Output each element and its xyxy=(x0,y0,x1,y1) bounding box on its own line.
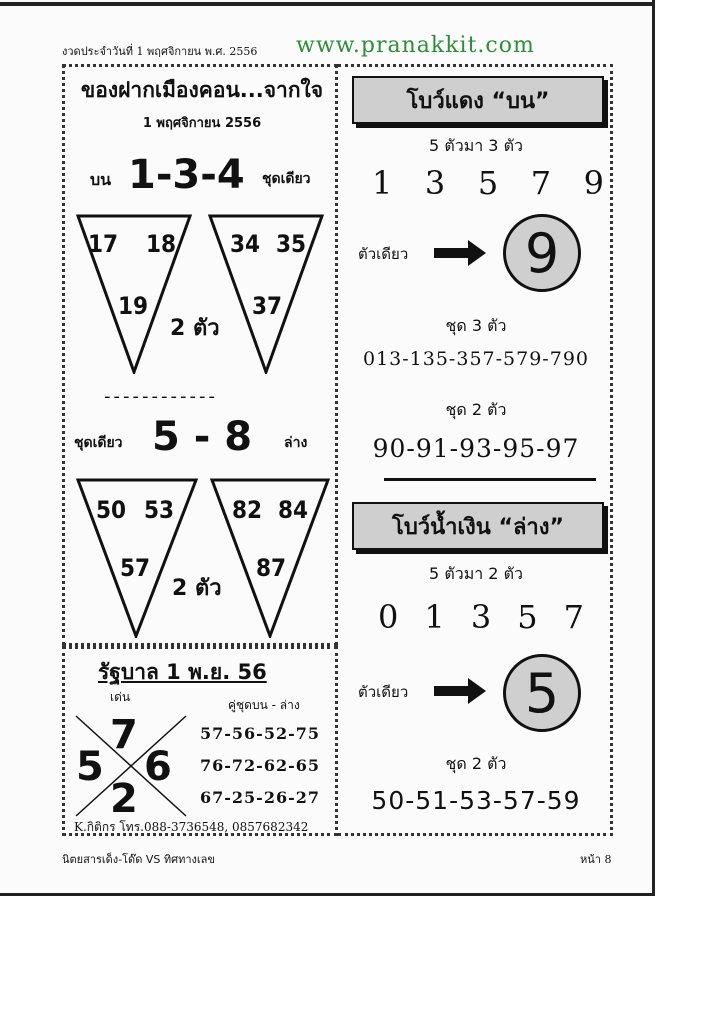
digit: 9 xyxy=(583,164,604,202)
single-digit-top: 9 xyxy=(503,214,581,292)
tri-number: 35 xyxy=(276,230,307,258)
pairs-label: คู่ชุดบน - ล่าง xyxy=(228,698,300,712)
digit: 0 xyxy=(378,598,399,636)
left-title: ของฝากเมืองคอน...จากใจ xyxy=(80,78,324,102)
footer-magazine: นิตยสารเด็ง-โด๊ด VS ทิศทางเลข xyxy=(62,853,215,866)
red-ribbon-banner: โบว์แดง “บน” xyxy=(352,76,604,124)
x-digit-bottom: 2 xyxy=(110,776,138,822)
set2-label-bottom: ชุด 2 ตัว xyxy=(445,754,507,773)
tri-number: 87 xyxy=(256,554,287,582)
left-subtitle: 1 พฤศจิกายน 2556 xyxy=(142,116,262,131)
tri-number: 19 xyxy=(118,292,149,320)
pair-line: 67-25-26-27 xyxy=(200,788,320,807)
lower-digits: 5 - 8 xyxy=(152,414,253,460)
single-label-top: ตัวเดียว xyxy=(358,245,409,263)
tri-number: 17 xyxy=(88,230,119,258)
lead-label: เด่น xyxy=(110,690,131,704)
digit: 3 xyxy=(424,164,446,202)
set3-values: 013-135-357-579-790 xyxy=(362,348,589,370)
govt-title: รัฐบาล 1 พ.ย. 56 xyxy=(98,660,267,684)
tri-number: 34 xyxy=(230,230,261,258)
set2-values-bottom: 50-51-53-57-59 xyxy=(371,786,581,815)
lower-prefix: ชุดเดียว xyxy=(74,435,123,451)
single-label-bottom: ตัวเดียว xyxy=(358,683,409,701)
issue-date: งวดประจำวันที่ 1 พฤศจิกายน พ.ศ. 2556 xyxy=(62,45,258,58)
upper-two-label: 2 ตัว xyxy=(170,316,220,341)
tri-number: 50 xyxy=(96,496,127,524)
digit: 7 xyxy=(563,598,584,636)
tri-number: 57 xyxy=(120,554,151,582)
right-divider xyxy=(384,478,596,481)
upper-prefix: บน xyxy=(90,170,112,189)
digit: 5 xyxy=(517,598,538,636)
section-divider: ------------ xyxy=(104,386,218,407)
lower-two-label: 2 ตัว xyxy=(172,576,222,601)
website-link[interactable]: www.pranakkit.com xyxy=(296,33,535,58)
upper-digits: 1-3-4 xyxy=(128,152,245,198)
lower-digit-row xyxy=(378,598,584,636)
set2-values-top: 90-91-93-95-97 xyxy=(372,434,580,463)
lower-suffix: ล่าง xyxy=(284,435,308,451)
single-digit-bottom: 5 xyxy=(503,654,581,732)
upper-digit-row xyxy=(372,164,604,202)
digit: 7 xyxy=(530,164,552,202)
x-digit-left: 5 xyxy=(76,744,104,790)
tri-number: 82 xyxy=(232,496,263,524)
digit: 3 xyxy=(470,598,492,636)
tri-number: 37 xyxy=(252,292,283,320)
five-of-two: 5 ตัวมา 2 ตัว xyxy=(429,564,523,583)
upper-suffix: ชุดเดียว xyxy=(262,171,311,187)
arrow-right-icon xyxy=(434,676,488,706)
pair-line: 76-72-62-65 xyxy=(200,756,320,775)
five-of-three: 5 ตัวมา 3 ตัว xyxy=(429,136,523,155)
contact-info: K.กิติกร โทร.088-3736548, 0857682342 xyxy=(74,820,309,834)
set2-label-top: ชุด 2 ตัว xyxy=(445,400,507,419)
digit: 1 xyxy=(424,598,445,636)
x-digit-top: 7 xyxy=(110,712,138,758)
digit: 5 xyxy=(477,164,499,202)
tri-number: 18 xyxy=(146,230,177,258)
set3-label: ชุด 3 ตัว xyxy=(445,316,507,335)
x-digit-right: 6 xyxy=(144,744,172,790)
digit: 1 xyxy=(372,164,393,202)
blue-ribbon-banner: โบว์น้ำเงิน “ล่าง” xyxy=(352,502,604,550)
top-rule xyxy=(0,2,652,6)
pair-line: 57-56-52-75 xyxy=(200,724,320,743)
page-number: หน้า 8 xyxy=(580,853,612,866)
arrow-right-icon xyxy=(434,238,488,268)
tri-number: 84 xyxy=(278,496,309,524)
tri-number: 53 xyxy=(144,496,175,524)
